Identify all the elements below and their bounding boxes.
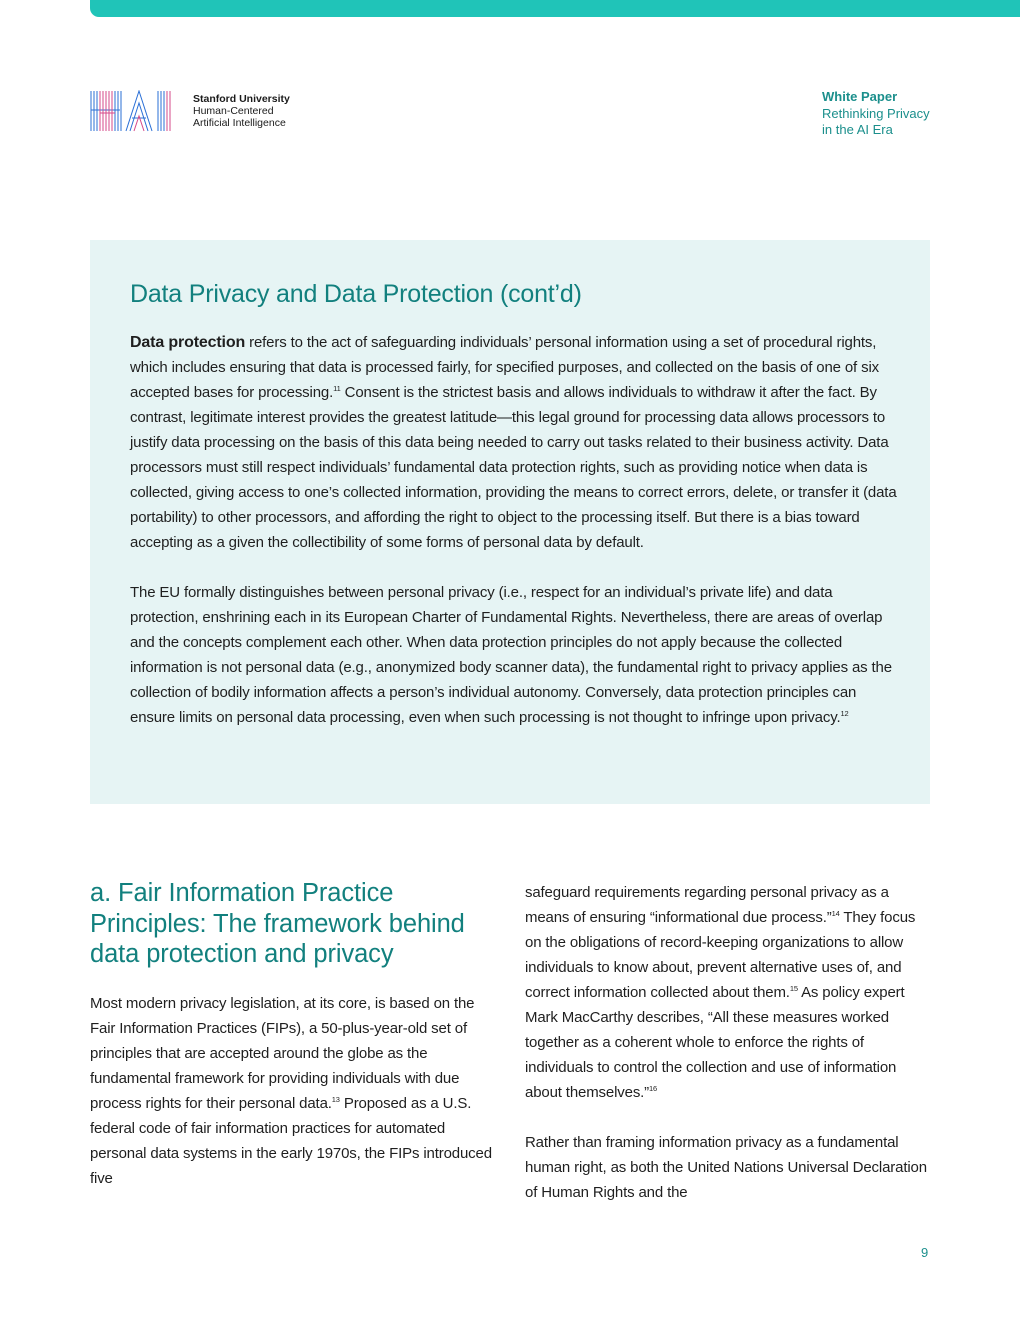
logo-org-name: Stanford University	[193, 93, 290, 105]
section-heading: a. Fair Information Practice Principles: The framework behind data protection and privacy	[90, 879, 465, 968]
right-text-c: As policy expert Mark MacCarthy describes, “All these measures worked together as a coherent whole to enforce the rights of individuals to control the collection and use of information about themselves.”	[525, 984, 905, 1101]
hai-logo-icon	[90, 90, 184, 132]
right-text-b: They focus on the obligations of record-keeping organizations to allow individuals to know about, prevent alternative uses of, and correct information collected about them.	[525, 909, 916, 1001]
doc-title-line-2: in the AI Era	[822, 122, 893, 137]
doc-title-line-1: Rethinking Privacy	[822, 105, 930, 121]
footnote-ref[interactable]: 12	[840, 709, 849, 718]
left-paragraph	[90, 991, 495, 1191]
panel-title: Data Privacy and Data Protection (cont’d)	[130, 280, 582, 308]
logo-subtitle-1: Human-Centered	[193, 105, 274, 117]
term-data-protection: Data protection	[130, 334, 246, 351]
right-text-a: safeguard requirements regarding personal privacy as a means of ensuring “informational due process.”	[525, 884, 889, 926]
footnote-ref[interactable]: 16	[649, 1084, 658, 1093]
panel-paragraph-2	[130, 580, 898, 730]
panel-p2-text: The EU formally distinguishes between personal privacy (i.e., respect for an individual’s private life) and data protection, enshrining each in its European Charter of Fundamental Rights. Nevertheless, there are areas of overlap and the concepts complement each other. When data protection principles do not apply because the collected information is not personal data (e.g., anonymized body scanner data), the fundamental right to privacy applies as the collection of bodily information affects a person’s individual autonomy. Conversely, data protection principles can ensure limits on personal data processing, even when such processing is not thought to infringe upon privacy.	[130, 584, 892, 726]
page-number: 9	[921, 1245, 929, 1260]
right-column	[525, 880, 930, 1205]
stanford-hai-logo	[90, 90, 290, 132]
panel-p1-text-a: refers to the act of safeguarding individuals’ personal information using a set of procedural rights, which includes ensuring that data is processed fairly, for specified purposes, and collected on the basis of one of six accepted bases for processing.	[130, 334, 879, 401]
right-paragraph-2: Rather than framing information privacy as a fundamental human right, as both the United Nations Universal Declaration of Human Rights and the	[525, 1134, 927, 1201]
callout-panel	[90, 240, 930, 804]
left-column	[90, 878, 495, 1191]
panel-p1-text-b: Consent is the strictest basis and allows individuals to withdraw it after the fact. By contrast, legitimate interest provides the greatest latitude—this legal ground for processing data allows processors to justify data processing on the basis of this data being needed to carry out tasks related to their business activity. Data processors must still respect individuals’ fundamental data protection rights, such as providing notice when data is collected, giving access to one’s collected information, providing the means to correct errors, delete, or transfer it (data portability) to other processors, and affording the right to object to the processing itself. But there is a bias toward accepting as a given the collectibility of some forms of personal data by default.	[130, 384, 897, 551]
footnote-ref[interactable]: 15	[789, 984, 798, 993]
left-text-b: Proposed as a U.S. federal code of fair information practices for automated personal data systems in the early 1970s, the FIPs introduced five	[90, 1094, 492, 1187]
footnote-ref[interactable]: 13	[331, 1094, 340, 1104]
document-label	[822, 89, 930, 139]
left-text-a: Most modern privacy legislation, at its core, is based on the Fair Information Practices (FIPs), a 50-plus-year-old set of principles that are accepted around the globe as the fundamental framework for providing individuals with due process rights for their personal data.	[90, 994, 475, 1112]
panel-paragraph-1	[130, 330, 898, 555]
right-paragraph-1	[525, 880, 930, 1105]
footnote-ref[interactable]: 11	[333, 384, 341, 393]
logo-wordmark	[193, 93, 290, 129]
logo-subtitle-2: Artificial Intelligence	[193, 117, 286, 129]
doc-type: White Paper	[822, 89, 898, 104]
top-accent-bar	[90, 0, 1020, 17]
footnote-ref[interactable]: 14	[831, 909, 840, 918]
panel-body	[130, 330, 898, 730]
